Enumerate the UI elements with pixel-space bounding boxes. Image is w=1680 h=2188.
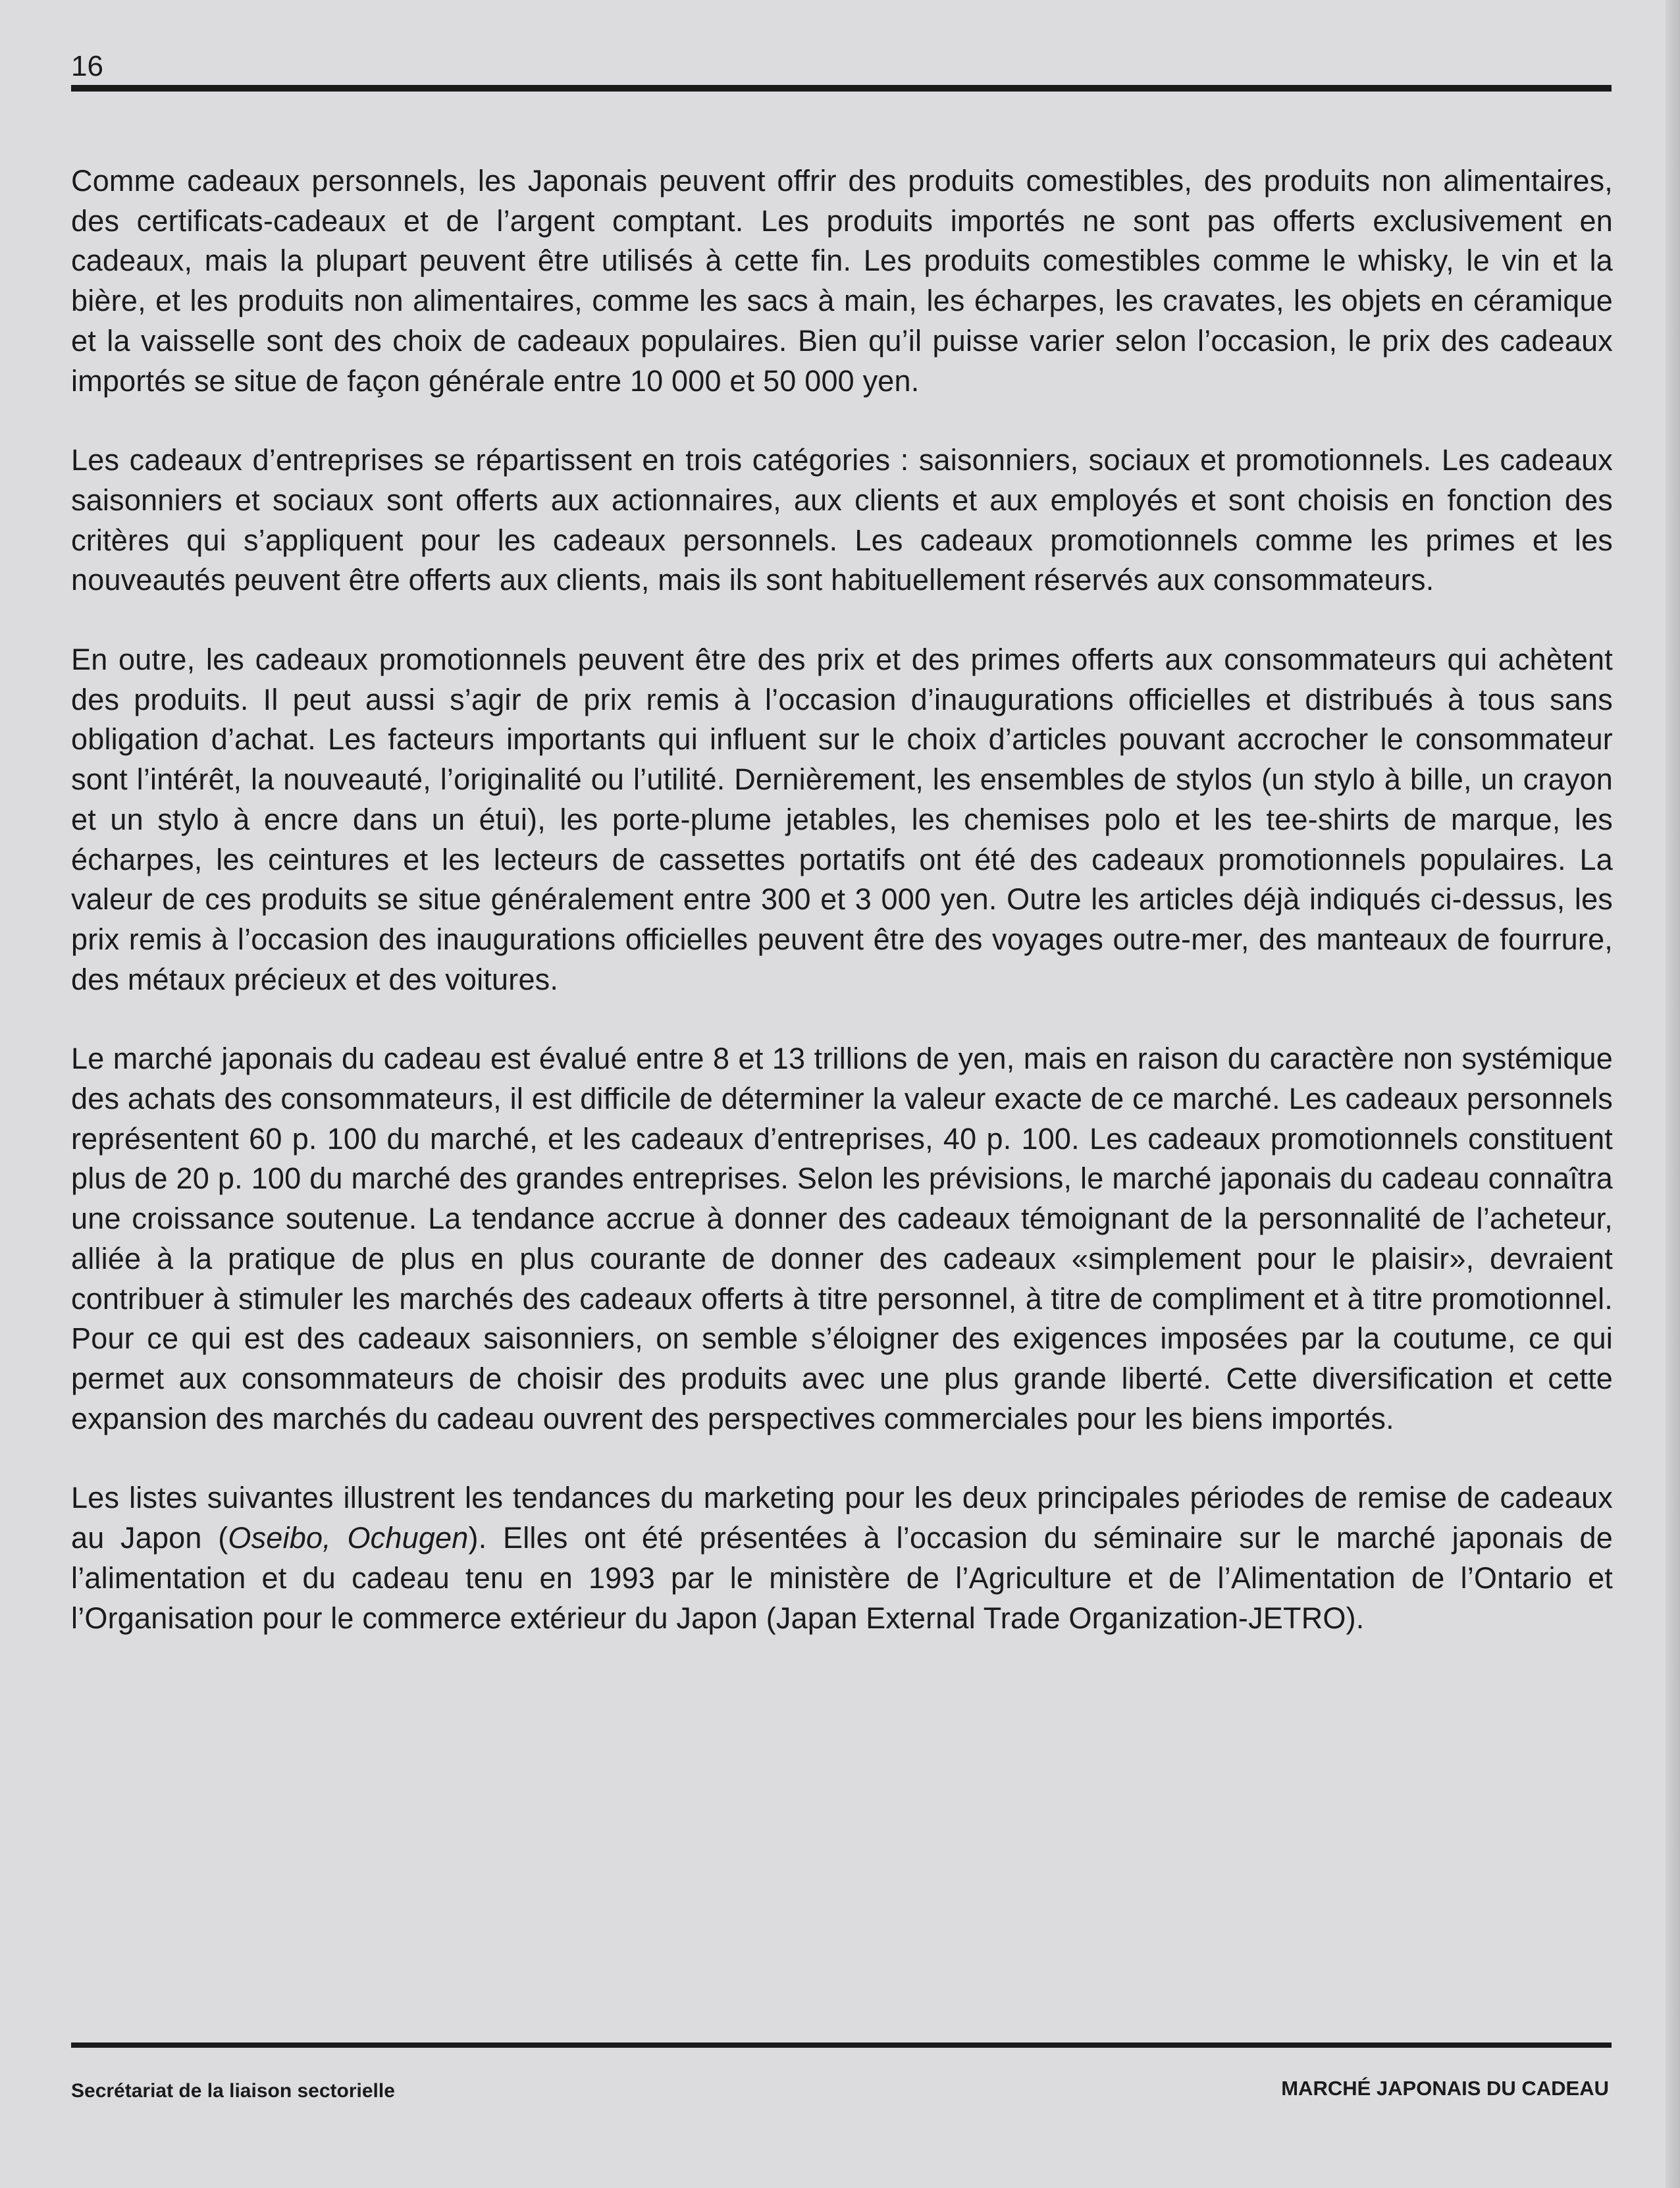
page-edge-shadow (1666, 0, 1680, 2188)
footer-publisher: Secrétariat de la liaison sectorielle (71, 2080, 395, 2102)
paragraph-marketing-lists-end: ). Elles ont été présentées à l’occasion du séminaire sur le marché japonais de l’alimentation et du cadeau tenu en 1993 par le ministère de l’Agriculture et de l’Alimentation de l’Ontario et l’Organisation pour le commerce extérieur du Japon (Japan External Trade Organization-JETRO). (71, 1521, 1613, 1635)
paragraph-business-gifts: Les cadeaux d’entreprises se répartissent en trois catégories : saisonniers, sociaux et promotionnels. Les cadeaux saisonniers et sociaux sont offerts aux actionnaires, aux clients et aux employés et sont choisis en fonction des critères qui s’appliquent pour les cadeaux personnels. Les cadeaux promotionnels comme les primes et les nouveautés peuvent être offerts aux clients, mais ils sont habituellement réservés aux consommateurs. (71, 443, 1613, 597)
gift-season-names: Oseibo, Ochugen (228, 1521, 469, 1555)
paragraph-personal-gifts: Comme cadeaux personnels, les Japonais peuvent offrir des produits comestibles, des produits non alimentaires, des certificats-cadeaux et de l’argent comptant. Les produits importés ne sont pas offerts exclusivement en cadeaux, mais la plupart peuvent être utilisés à cette fin. Les produits comestibles comme le whisky, le vin et la bière, et les produits non alimentaires, comme les sacs à main, les écharpes, les cravates, les objets en céramique et la vaisselle sont des choix de cadeaux populaires. Bien qu’il puisse varier selon l’occasion, le prix des cadeaux importés se situe de façon générale entre 10 000 et 50 000 yen. (71, 164, 1613, 398)
page-number: 16 (71, 50, 103, 82)
paragraph-market-size: Le marché japonais du cadeau est évalué entre 8 et 13 trillions de yen, mais en raison du caractère non systémique des achats des consommateurs, il est difficile de déterminer la valeur exacte de ce marché. Les cadeaux personnels représentent 60 p. 100 du marché, et les cadeaux d’entreprises, 40 p. 100. Les cadeaux promotionnels constituent plus de 20 p. 100 du marché des grandes entreprises. Selon les prévisions, le marché japonais du cadeau connaîtra une croissance soutenue. La tendance accrue à donner des cadeaux témoignant de la personnalité de l’acheteur, alliée à la pratique de plus en plus courante de donner des cadeaux «simplement pour le plaisir», devraient contribuer à stimuler les marchés des cadeaux offerts à titre personnel, à titre de compliment et à titre promotionnel. Pour ce qui est des cadeaux saisonniers, on semble s’éloigner des exigences imposées par la coutume, ce qui permet aux consommateurs de choisir des produits avec une plus grande liberté. Cette diversification et cette expansion des marchés du cadeau ouvrent des perspectives commerciales pour les biens importés. (71, 1042, 1613, 1435)
header-rule (71, 85, 1612, 92)
footer-rule (71, 2042, 1612, 2048)
paragraph-marketing-lists (71, 1478, 1613, 1638)
footer-document-title: MARCHÉ JAPONAIS DU CADEAU (1281, 2077, 1609, 2100)
body-text (71, 161, 1613, 1678)
paragraph-promotional-gifts: En outre, les cadeaux promotionnels peuvent être des prix et des primes offerts aux consommateurs qui achètent des produits. Il peut aussi s’agir de prix remis à l’occasion d’inaugurations officielles et distribués à tous sans obligation d’achat. Les facteurs importants qui influent sur le choix d’articles pouvant accrocher le consommateur sont l’intérêt, la nouveauté, l’originalité ou l’utilité. Dernièrement, les ensembles de stylos (un stylo à bille, un crayon et un stylo à encre dans un étui), les porte-plume jetables, les chemises polo et les tee-shirts de marque, les écharpes, les ceintures et les lecteurs de cassettes portatifs ont été des cadeaux promotionnels populaires. La valeur de ces produits se situe généralement entre 300 et 3 000 yen. Outre les articles déjà indiqués ci-dessus, les prix remis à l’occasion des inaugurations officielles peuvent être des voyages outre-mer, des manteaux de fourrure, des métaux précieux et des voitures. (71, 643, 1613, 996)
paragraph-marketing-lists-start: Les listes suivantes illustrent les tendances du marketing pour les deux principales périodes de remise de cadeaux au Japon ( (71, 1481, 1613, 1555)
